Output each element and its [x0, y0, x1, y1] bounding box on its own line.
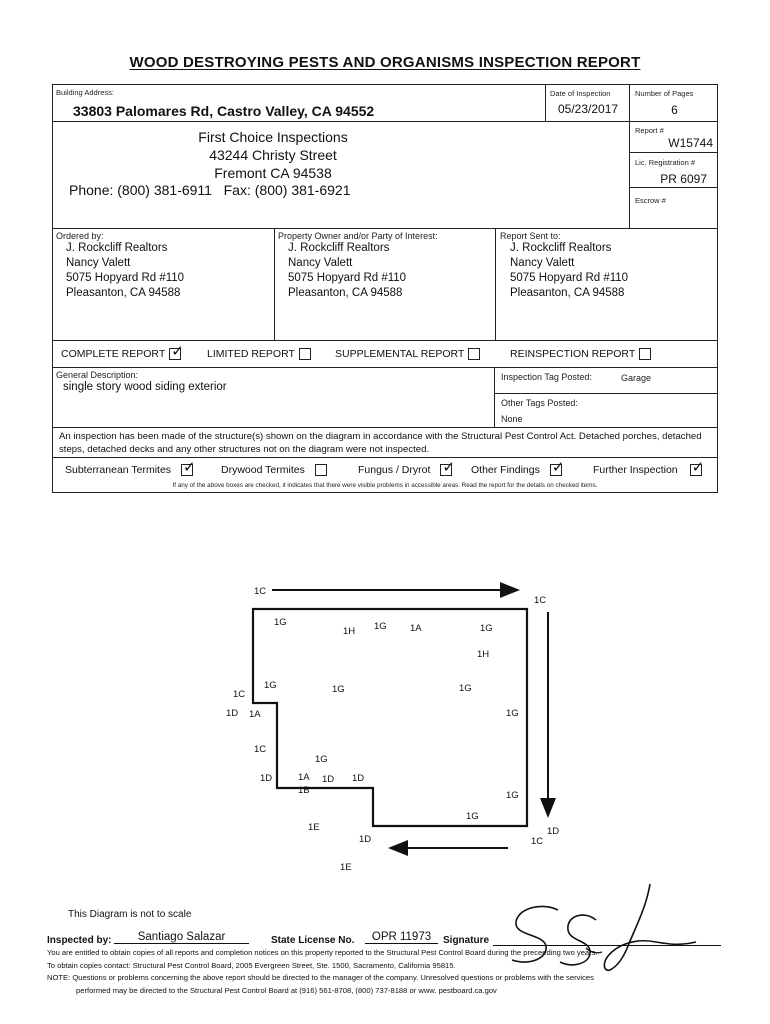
diagram-label: 1A — [249, 709, 261, 720]
footer-notes — [47, 947, 747, 997]
building-address-label: Building Address: — [56, 88, 114, 97]
report-type-reinspection[interactable]: REINSPECTION REPORT — [510, 348, 651, 360]
diagram-label: 1A — [298, 772, 310, 783]
party-line: Nancy Valett — [510, 257, 575, 269]
date-of-inspection: 05/23/2017 — [558, 102, 619, 116]
building-address: 33803 Palomares Rd, Castro Valley, CA 94552 — [73, 103, 375, 119]
general-description-label: General Description: — [56, 370, 139, 380]
party-line: Pleasanton, CA 94588 — [66, 287, 181, 299]
party-line: J. Rockcliff Realtors — [288, 242, 390, 254]
diagram-label: 1G — [315, 754, 328, 765]
footer-line: To obtain copies contact: Structural Pest Control Board, 2005 Evergreen Street, Ste. 1500, Sacramento, California 95815. — [47, 960, 456, 970]
finding-other[interactable]: Other Findings ✓ — [471, 459, 565, 477]
pages-value: 6 — [671, 103, 678, 117]
diagram-label: 1C — [254, 744, 267, 755]
diagram-label: 1G — [374, 621, 387, 632]
inspector-name: Santiago Salazar — [114, 931, 249, 944]
report-number-label: Report # — [635, 126, 664, 135]
diagram-label: 1G — [274, 617, 287, 628]
party-line: Nancy Valett — [288, 257, 353, 269]
party-line: Pleasanton, CA 94588 — [510, 287, 625, 299]
company-name: First Choice Inspections — [198, 129, 348, 145]
ordered-by-label: Ordered by: — [56, 231, 104, 241]
diagram-label: 1A — [410, 623, 422, 634]
footer-line: performed may be directed to the Structural Pest Control Board at (916) 561-8708, (800) 737-8188 or www. pestboard.ca.gov — [76, 985, 497, 995]
party-line: J. Rockcliff Realtors — [66, 242, 168, 254]
party-line: 5075 Hopyard Rd #110 — [66, 272, 185, 284]
report-number: W15744 — [668, 136, 713, 150]
diagram-label: 1G — [466, 811, 479, 822]
company-street: 43244 Christy Street — [209, 147, 337, 163]
statement-text: An inspection has been made of the structure(s) shown on the diagram in accordance with the Structural Pest Control Act. Detached porches, detached steps, detached decks and any other structures not on the diagram were not inspected. — [59, 431, 702, 455]
check-icon: ✓ — [442, 459, 455, 477]
party-line: 5075 Hopyard Rd #110 — [288, 272, 407, 284]
general-description: single story wood siding exterior — [63, 381, 227, 393]
report-title: WOOD DESTROYING PESTS AND ORGANISMS INSPECTION REPORT — [129, 54, 641, 71]
building-outline — [253, 609, 527, 826]
diagram-label: 1E — [308, 822, 320, 833]
party-line: Nancy Valett — [66, 257, 131, 269]
finding-drywood[interactable]: Drywood Termites — [221, 464, 327, 476]
check-icon: ✓ — [171, 343, 184, 361]
check-icon: ✓ — [183, 459, 196, 477]
finding-fungus[interactable]: Fungus / Dryrot ✓ — [358, 459, 455, 477]
diagram-label: 1D — [352, 773, 365, 784]
escrow-label: Escrow # — [635, 196, 666, 205]
inspection-tag-value: Garage — [621, 373, 652, 383]
party-line: 5075 Hopyard Rd #110 — [510, 272, 629, 284]
company-city: Fremont CA 94538 — [214, 165, 332, 181]
report-type-limited[interactable]: LIMITED REPORT — [207, 348, 311, 360]
diagram-label: 1D — [226, 708, 239, 719]
diagram-label: 1G — [506, 790, 519, 801]
lic-label: Lic. Registration # — [635, 158, 696, 167]
diagram-label: 1D — [359, 834, 372, 845]
license-number: OPR 11973 — [365, 931, 438, 944]
diagram-label: 1G — [480, 623, 493, 634]
diagram-label: 1C — [531, 836, 544, 847]
diagram-label: 1C — [254, 586, 267, 597]
diagram-label: 1G — [332, 684, 345, 695]
diagram-label: 1C — [233, 689, 246, 700]
diagram-label: 1B — [298, 785, 310, 796]
inspection-tag-label: Inspection Tag Posted: — [501, 372, 592, 382]
finding-further[interactable]: Further Inspection ✓ — [593, 459, 705, 477]
property-owner-label: Property Owner and/or Party of Interest: — [278, 231, 438, 241]
lic-number: PR 6097 — [660, 172, 707, 186]
other-tags-value: None — [501, 414, 523, 424]
diagram-label: 1C — [534, 595, 547, 606]
diagram-label: 1E — [340, 862, 352, 873]
diagram-label: 1H — [343, 626, 356, 637]
diagram-label: 1G — [459, 683, 472, 694]
report-type-supplemental[interactable]: SUPPLEMENTAL REPORT — [335, 348, 480, 360]
party-line: J. Rockcliff Realtors — [510, 242, 612, 254]
company-phone: Phone: (800) 381-6911 Fax: (800) 381-6921 — [69, 182, 351, 198]
party-line: Pleasanton, CA 94588 — [288, 287, 403, 299]
check-icon: ✓ — [551, 459, 565, 477]
footer-line: You are entitled to obtain copies of all reports and completion notices on this property reported to the Structural Pest Control Board during the preceeding two years. — [47, 948, 598, 957]
diagram-label: 1D — [547, 826, 560, 837]
diagram-label: 1G — [506, 708, 519, 719]
report-type-complete[interactable]: COMPLETE REPORT ✓ — [61, 343, 184, 361]
inspected-by-label: Inspected by: — [47, 935, 112, 946]
check-icon: ✓ — [691, 459, 705, 477]
finding-subterranean[interactable]: Subterranean Termites ✓ — [65, 459, 196, 477]
diagram-label: 1D — [322, 774, 335, 785]
scale-note: This Diagram is not to scale — [68, 909, 192, 920]
pages-label: Number of Pages — [635, 89, 694, 98]
diagram-label: 1D — [260, 773, 273, 784]
report-sent-to-label: Report Sent to: — [500, 231, 561, 241]
date-label: Date of Inspection — [550, 89, 611, 98]
findings-note: If any of the above boxes are checked, it indicates that there were visible problems in accessible areas. Read the report for the details on checked items. — [172, 482, 598, 489]
diagram-label: 1H — [477, 649, 490, 660]
other-tags-label: Other Tags Posted: — [501, 398, 578, 408]
license-label: State License No. — [271, 935, 355, 946]
signature-label: Signature — [443, 935, 490, 946]
footer-line: NOTE: Questions or problems concerning the above report should be directed to the manager of the company. Unresolved questions or problems with the services — [47, 973, 594, 982]
diagram-label: 1G — [264, 680, 277, 691]
